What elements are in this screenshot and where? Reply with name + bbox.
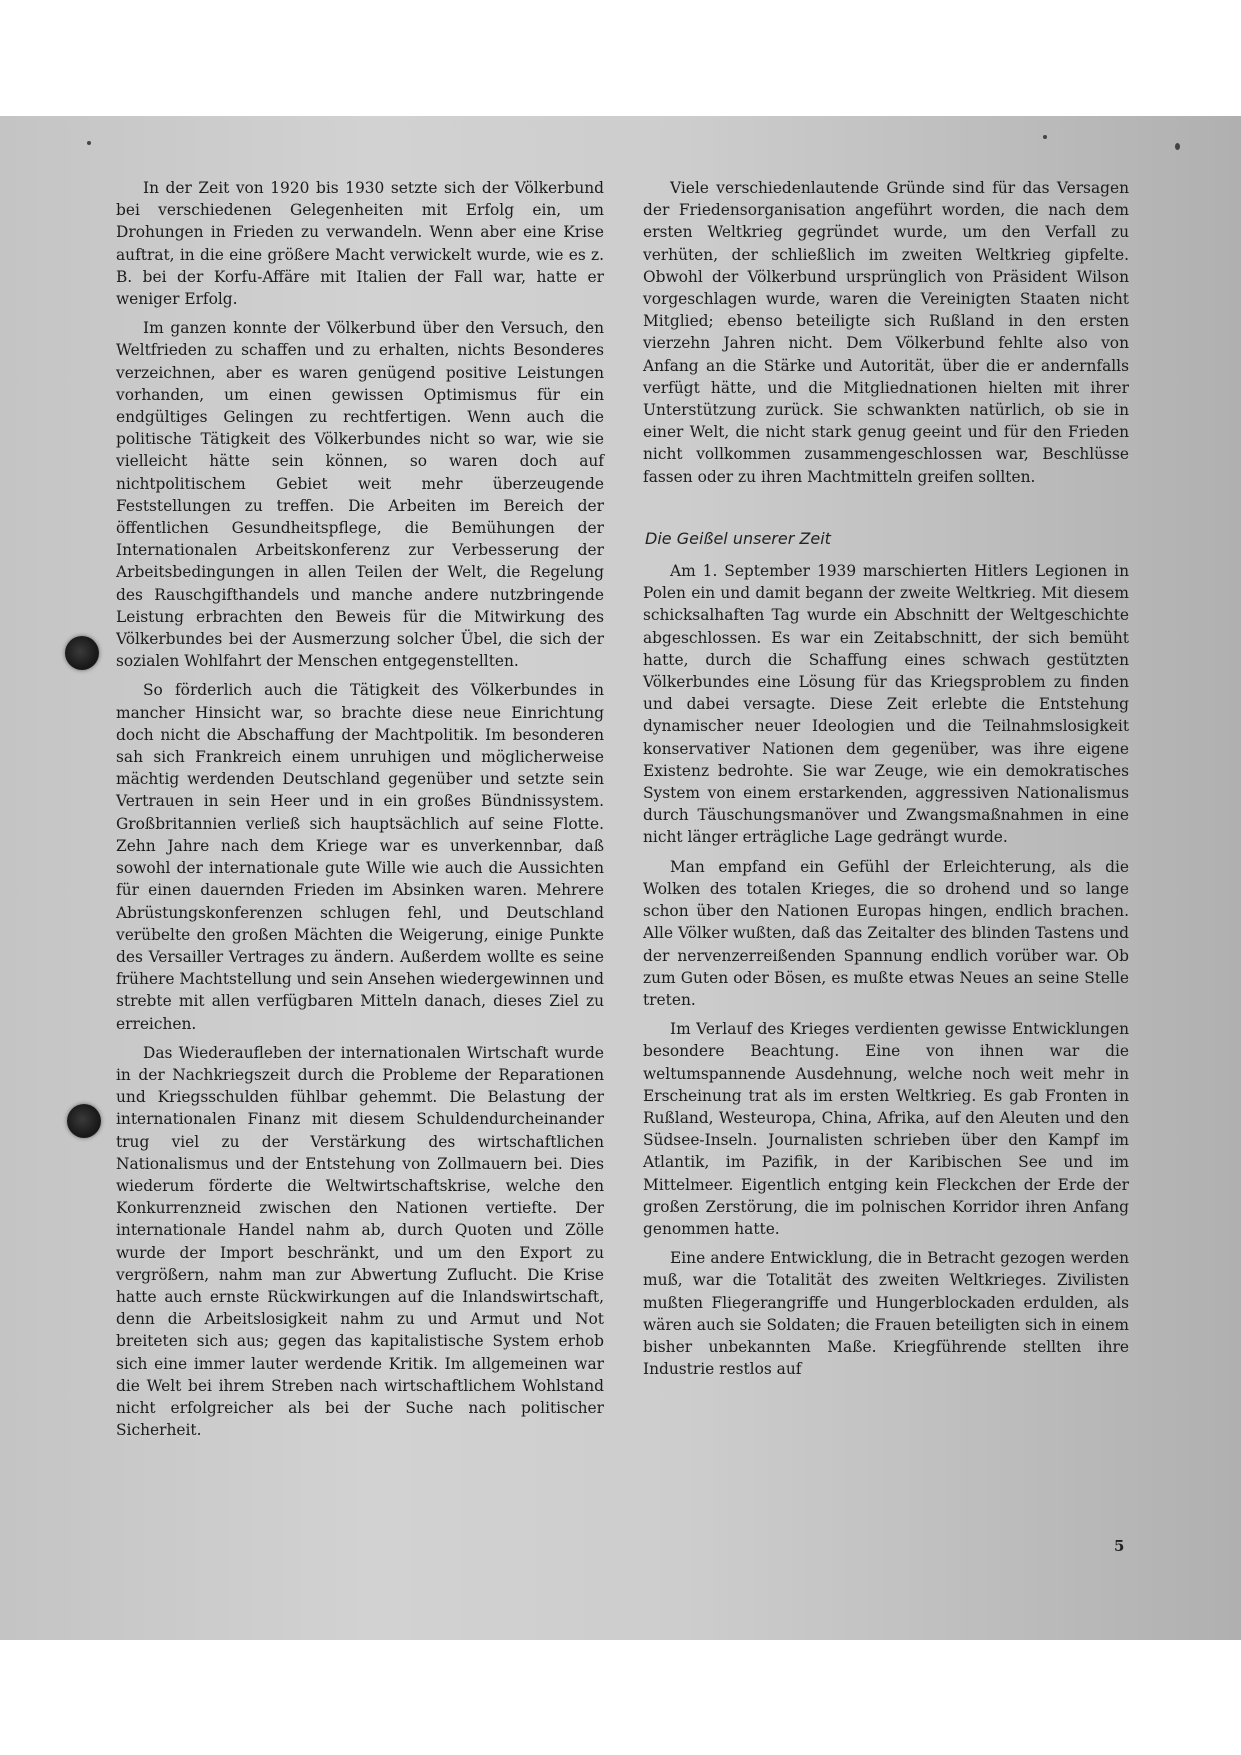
- page-number: 5: [1114, 1537, 1125, 1555]
- paragraph: Viele verschiedenlautende Gründe sind für das Versagen der Friedensorganisation angeführt worden, die nach dem ersten Weltkrieg gegründet wurde, um den Verfall zu verhüten, der schließlich im zweiten Weltkrieg gipfelte. Obwohl der Völkerbund ursprünglich von Präsident Wilson vorgeschlagen wurde, waren die Vereinigten Staaten nicht Mitglied; ebenso beteiligte sich Rußland in den ersten vierzehn Jahren nicht. Dem Völkerbund fehlte also von Anfang an die Stärke und Autorität, über die er andernfalls verfügt hätte, und die Mitgliednationen hielten mit ihrer Unterstützung zurück. Sie schwankten natürlich, ob sie in einer Welt, die nicht stark genug geeint und für den Frieden nicht vollkommen zusammengeschlossen war, Beschlüsse fassen oder zu ihren Machtmitteln greifen sollten.: [643, 179, 1129, 486]
- punch-hole: [65, 636, 99, 670]
- left-column: [116, 177, 604, 1448]
- paragraph: Im Verlauf des Krieges verdienten gewisse Entwicklungen besondere Beachtung. Eine von ihnen war die weltumspannende Ausdehnung, welche noch weit mehr in Erscheinung trat als im ersten Weltkrieg. Es gab Fronten in Rußland, Westeuropa, China, Afrika, auf den Aleuten und den Südsee-Inseln. Journalisten schrieben über den Kampf im Atlantik, im Pazifik, in der Karibischen See und im Mittelmeer. Eigentlich entging kein Fleckchen der Erde der großen Zerstörung, die im polnischen Korridor ihren Anfang genommen hatte.: [643, 1020, 1129, 1238]
- dust-speck: [1043, 135, 1047, 139]
- paragraph: So förderlich auch die Tätigkeit des Völkerbundes in mancher Hinsicht war, so brachte diese neue Einrichtung doch nicht die Abschaffung der Machtpolitik. Im besonderen sah sich Frankreich einem unruhigen und möglicherweise mächtig werdenden Deutschland gegenüber und setzte sein Vertrauen in sein Heer und in ein großes Bündnissystem. Großbritannien verließ sich hauptsächlich auf seine Flotte. Zehn Jahre nach dem Kriege war es unverkennbar, daß sowohl der internationale gute Wille wie auch die Aussichten für einen dauernden Frieden im Absinken waren. Mehrere Abrüstungskonferenzen schlugen fehl, und Deutschland verübelte den großen Mächten die Weigerung, einige Punkte des Versailler Vertrages zu ändern. Außerdem wollte es seine frühere Machtstellung und sein Ansehen wiedergewinnen und strebte mit allen verfügbaren Mitteln danach, dieses Ziel zu erreichen.: [116, 681, 604, 1033]
- section-heading: Die Geißel unserer Zeit: [645, 528, 831, 548]
- dust-speck: [87, 141, 91, 145]
- paragraph: In der Zeit von 1920 bis 1930 setzte sich der Völkerbund bei verschiedenen Gelegenheiten mit Erfolg ein, um Drohungen in Frieden zu verwandeln. Wenn aber eine Krise auftrat, in die eine größere Macht verwickelt wurde, wie es z. B. bei der Korfu-Affäre mit Italien der Fall war, hatte er weniger Erfolg.: [116, 179, 604, 309]
- paragraph: Eine andere Entwicklung, die in Betracht gezogen werden muß, war die Totalität des zweiten Weltkrieges. Zivilisten mußten Fliegerangriffe und Hungerblockaden erdulden, als wären auch sie Soldaten; die Frauen beteiligten sich in einem bisher unbekannten Maße. Kriegführende stellten ihre Industrie restlos auf: [643, 1249, 1129, 1379]
- paragraph: Man empfand ein Gefühl der Erleichterung, als die Wolken des totalen Krieges, die so drohend und so lange schon über den Nationen Europas hingen, endlich brachen. Alle Völker wußten, daß das Zeitalter des blinden Tastens und der nervenzerreißenden Spannung endlich vorüber war. Ob zum Guten oder Bösen, es mußte etwas Neues an seine Stelle treten.: [643, 857, 1129, 1009]
- paragraph: Das Wiederaufleben der internationalen Wirtschaft wurde in der Nachkriegszeit durch die Probleme der Reparationen und Kriegsschulden fühlbar gehemmt. Die Belastung der internationalen Finanz mit diesem Schuldendurcheinander trug viel zu der Verstärkung des wirtschaftlichen Nationalismus und der Entstehung von Zollmauern bei. Dies wiederum förderte die Weltwirtschaftskrise, welche den Konkurrenzneid zwischen den Nationen vertiefte. Der internationale Handel nahm ab, durch Quoten und Zölle wurde der Import beschränkt, und um den Export zu vergrößern, nahm man zur Abwertung Zuflucht. Die Krise hatte auch ernste Rückwirkungen auf die Inlandswirtschaft, denn die Arbeitslosigkeit nahm zu und Armut und Not breiteten sich aus; gegen das kapitalistische System erhob sich eine immer lauter werdende Kritik. Im allgemeinen war die Welt bei ihrem Streben nach wirtschaftlichem Wohlstand nicht erfolgreicher als bei der Suche nach politischer Sicherheit.: [116, 1043, 604, 1440]
- right-column: [643, 177, 1129, 1387]
- paragraph: Am 1. September 1939 marschierten Hitlers Legionen in Polen ein und damit begann der zweite Weltkrieg. Mit diesem schicksalhaften Tag wurde ein Abschnitt der Weltgeschichte abgeschlossen. Es war ein Zeitabschnitt, der sich bemüht hatte, durch die Schaffung eines schwach gestützten Völkerbundes eine Lösung für das Kriegsproblem zu finden und dabei versagte. Diese Zeit erlebte die Entstehung dynamischer neuer Ideologien und die Teilnahmslosigkeit konservativer Nationen dem gegenüber, was ihre eigene Existenz bedrohte. Sie war Zeuge, wie ein demokratisches System von einem erstarkenden, aggressiven Nationalismus durch Täuschungsmanöver und Zwangsmaßnahmen in eine nicht länger erträgliche Lage gedrängt wurde.: [643, 562, 1129, 847]
- dust-speck: [1175, 143, 1180, 150]
- paragraph: Im ganzen konnte der Völkerbund über den Versuch, den Weltfrieden zu schaffen und zu erhalten, nichts Besonderes verzeichnen, aber es waren genügend positive Leistungen vorhanden, um einen gewissen Optimismus für ein endgültiges Gelingen zu rechtfertigen. Wenn auch die politische Tätigkeit des Völkerbundes nicht so war, wie sie vielleicht hätte sein können, so waren doch auf nichtpolitischem Gebiet weit mehr überzeugende Feststellungen zu treffen. Die Arbeiten im Bereich der öffentlichen Gesundheitspflege, die Bemühungen der Internationalen Arbeitskonferenz zur Verbesserung der Arbeitsbedingungen in allen Teilen der Welt, die Regelung des Rauschgifthandels und manche andere nutzbringende Leistung erbrachten den Beweis für die Mitwirkung des Völkerbundes bei der Ausmerzung solcher Übel, die sich der sozialen Wohlfahrt der Menschen entgegenstellten.: [116, 319, 604, 671]
- punch-hole: [67, 1104, 101, 1138]
